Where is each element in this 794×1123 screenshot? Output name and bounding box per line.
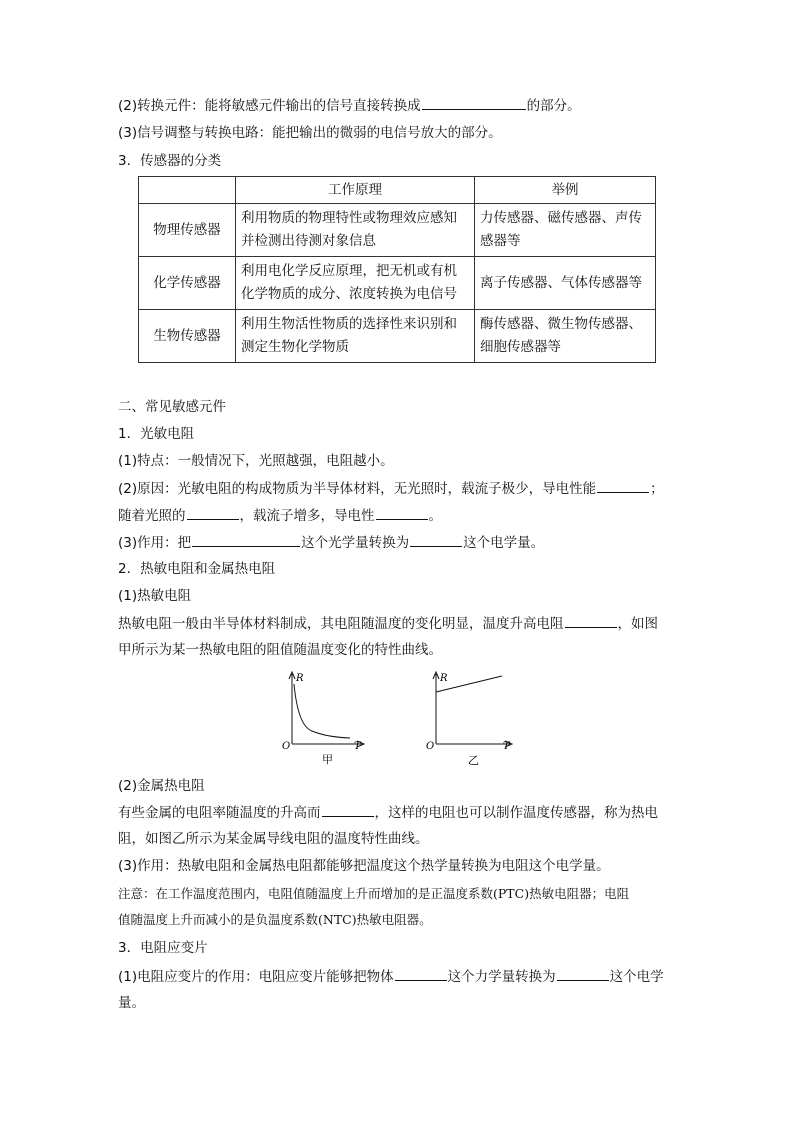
answer-blank[interactable] — [187, 506, 239, 520]
strain-use-text: 这个力学量转换为 — [447, 969, 556, 985]
answer-blank[interactable] — [322, 803, 374, 817]
metal-subheading: (2)金属热电阻 — [118, 778, 205, 794]
photo-use-line — [118, 533, 544, 552]
y-axis-label: R — [296, 673, 304, 684]
table-row — [139, 310, 656, 363]
photo-feature-line: (1)特点：一般情况下，光照越强，电阻越小。 — [118, 453, 394, 469]
answer-blank[interactable] — [395, 967, 447, 981]
classification-heading: 3．传感器的分类 — [118, 153, 222, 169]
strain-use-line — [118, 967, 664, 986]
photo-reason2-line — [118, 506, 442, 525]
graph-thermistor — [276, 668, 372, 768]
x-axis-label: T — [354, 741, 361, 752]
photo-reason2-tail: 。 — [428, 508, 442, 524]
conversion-element-tail: 的部分。 — [526, 98, 581, 114]
conversion-element-text: (2)转换元件：能将敏感元件输出的信号直接转换成 — [118, 98, 421, 114]
metal-desc-text: 有些金属的电阻率随温度的升高而 — [118, 805, 321, 821]
sensor-type-cell: 物理传感器 — [139, 204, 236, 257]
y-axis-label: R — [440, 673, 448, 684]
x-axis-label: T — [503, 741, 510, 752]
strain-heading: 3．电阻应变片 — [118, 940, 208, 956]
sensor-type-cell: 生物传感器 — [139, 310, 236, 363]
photo-use-text: (3)作用：把 — [118, 535, 192, 551]
thermistor-desc-line — [118, 614, 658, 633]
graph-caption: 甲 — [322, 753, 333, 766]
metal-desc-tail: ，这样的电阻也可以制作温度传感器，称为热电 — [374, 805, 658, 821]
answer-blank[interactable] — [410, 533, 462, 547]
photo-reason-tail: ； — [650, 481, 664, 497]
graph-caption: 乙 — [468, 754, 479, 767]
example-cell: 酶传感器、微生物传感器、细胞传感器等 — [475, 310, 656, 363]
strain-use-tail: 这个电学 — [609, 969, 664, 985]
strain-use-text: (1)电阻应变片的作用：电阻应变片能够把物体 — [118, 969, 394, 985]
answer-blank[interactable] — [565, 614, 617, 628]
strain-use2-line: 量。 — [118, 995, 145, 1011]
answer-blank[interactable] — [192, 533, 300, 547]
ntc-curve — [294, 684, 350, 738]
photo-reason-text: (2)原因：光敏电阻的构成物质为半导体材料，无光照时，载流子极少，导电性能 — [118, 481, 597, 497]
answer-blank[interactable] — [376, 506, 428, 520]
principle-cell: 利用生物活性物质的选择性来识别和测定生物化学物质 — [236, 310, 475, 363]
graph-metal-resistor — [420, 668, 520, 768]
metal-desc-line — [118, 803, 658, 822]
photoresistor-heading: 1．光敏电阻 — [118, 426, 195, 442]
table-header-cell: 工作原理 — [236, 177, 475, 204]
photo-reason2-text: ，载流子增多，导电性 — [239, 508, 375, 524]
conversion-element-line — [118, 96, 581, 115]
sensor-type-cell: 化学传感器 — [139, 257, 236, 310]
origin-label: O — [426, 741, 435, 752]
example-cell: 离子传感器、气体传感器等 — [475, 257, 656, 310]
note-line-2: 值随温度上升而减小的是负温度系数(NTC)热敏电阻器。 — [118, 912, 432, 927]
table-row — [139, 257, 656, 310]
origin-label: O — [282, 741, 291, 752]
sensor-classification-table — [138, 176, 656, 363]
section2-heading: 二、常见敏感元件 — [118, 399, 226, 415]
metal-desc2-line: 阻，如图乙所示为某金属导线电阻的温度特性曲线。 — [118, 831, 429, 847]
thermistor-desc-text: 热敏电阻一般由半导体材料制成，其电阻随温度的变化明显，温度升高电阻 — [118, 616, 564, 632]
photo-reason2-text: 随着光照的 — [118, 508, 186, 524]
answer-blank[interactable] — [557, 967, 609, 981]
answer-blank[interactable] — [422, 96, 526, 110]
photo-reason-line — [118, 479, 664, 498]
answer-blank[interactable] — [597, 479, 649, 493]
thermistor-desc2-line: 甲所示为某一热敏电阻的阻值随温度变化的特性曲线。 — [118, 642, 442, 658]
thermistor-heading: 2．热敏电阻和金属热电阻 — [118, 561, 276, 577]
thermistor-subheading: (1)热敏电阻 — [118, 588, 192, 604]
principle-cell: 利用电化学反应原理，把无机或有机化学物质的成分、浓度转换为电信号 — [236, 257, 475, 310]
table-row — [139, 204, 656, 257]
photo-use-text: 这个光学量转换为 — [301, 535, 410, 551]
table-header-row — [139, 177, 656, 204]
signal-adjust-line: (3)信号调整与转换电路：能把输出的微弱的电信号放大的部分。 — [118, 125, 502, 141]
principle-cell: 利用物质的物理特性或物理效应感知并检测出待测对象信息 — [236, 204, 475, 257]
table-header-cell: 举例 — [475, 177, 656, 204]
example-cell: 力传感器、磁传感器、声传感器等 — [475, 204, 656, 257]
photo-use-tail: 这个电学量。 — [463, 535, 545, 551]
thermistor-desc-tail: ，如图 — [617, 616, 658, 632]
table-header-cell — [139, 177, 236, 204]
note-line-1: 注意：在工作温度范围内，电阻值随温度上升而增加的是正温度系数(PTC)热敏电阻器；电阻 — [118, 886, 630, 901]
thermal-use-line: (3)作用：热敏电阻和金属热电阻都能够把温度这个热学量转换为电阻这个电学量。 — [118, 858, 610, 874]
